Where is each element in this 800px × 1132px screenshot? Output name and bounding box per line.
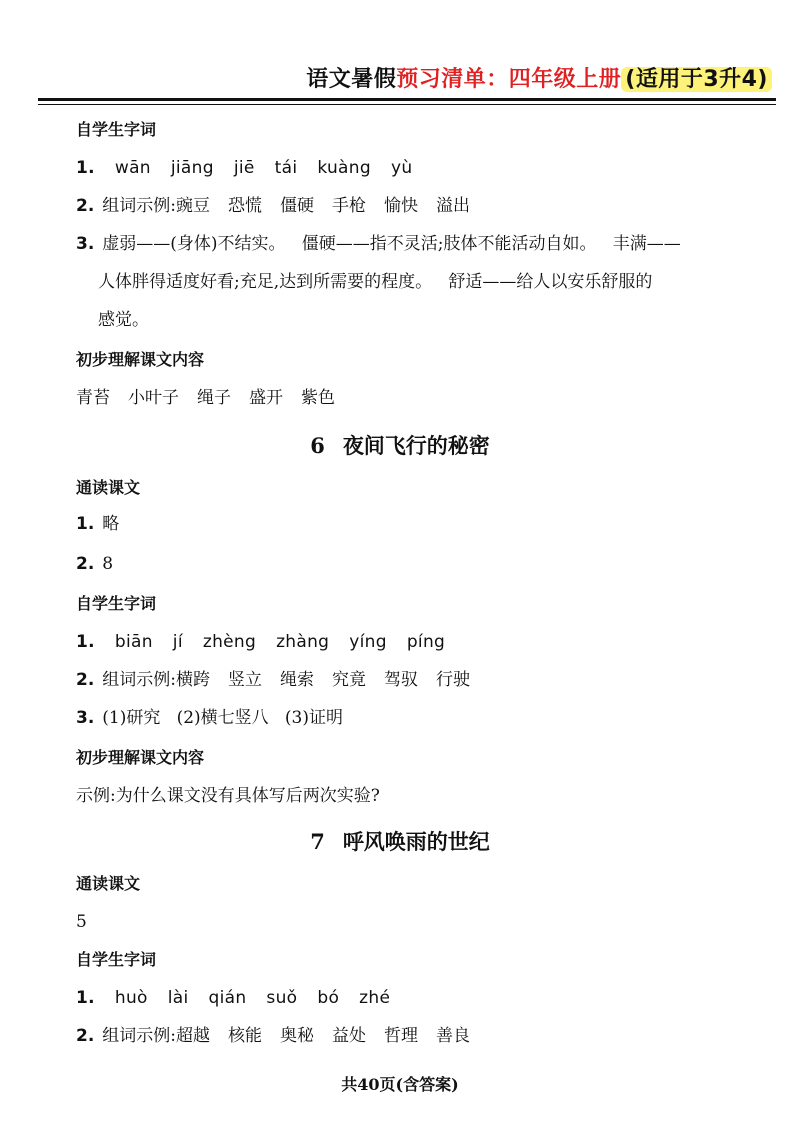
s5-q2-words — [176, 196, 488, 216]
lesson-7-title-text: 呼风唤雨的世纪 — [342, 829, 490, 854]
l6-t2-number: 2. — [76, 554, 95, 574]
l6-q1-number: 1. — [76, 632, 95, 652]
list-item: 驾驭 — [384, 670, 419, 690]
s5-q3-line2: 人体胖得适度好看;充足,达到所需要的程度。 舒适——给人以安乐舒服的 — [98, 272, 653, 292]
list-item: jiāng — [170, 158, 214, 178]
l7-q1 — [76, 986, 430, 1010]
section-label-chubu: 初步理解课文内容 — [76, 350, 205, 369]
list-item: 益处 — [332, 1026, 367, 1046]
list-item: bó — [317, 988, 340, 1008]
list-item: píng — [406, 632, 446, 652]
list-item: yíng — [349, 632, 387, 652]
list-item: 青苔 — [76, 388, 110, 408]
l7-t-text: 5 — [76, 912, 87, 932]
section-label-zixue: 自学生字词 — [76, 120, 157, 139]
l6-t2-text: 8 — [102, 554, 114, 574]
list-item: 溢出 — [436, 196, 471, 216]
header-rule-thin — [38, 104, 776, 105]
l6-section-label-zixue: 自学生字词 — [76, 594, 157, 613]
l6-t1-number: 1. — [76, 514, 95, 534]
s5-q1-pinyin — [115, 158, 433, 178]
list-item: 横跨 — [176, 670, 211, 690]
list-item: kuàng — [317, 158, 371, 178]
header-title-part2: 预习清单：四年级上册 — [396, 67, 622, 92]
s5-q3-line3: 感觉。 — [98, 310, 149, 330]
l6-q3 — [76, 706, 343, 730]
l6-q2-number: 2. — [76, 670, 95, 690]
l6-q2-words — [176, 670, 488, 690]
list-item: 愉快 — [384, 196, 419, 216]
list-item: 核能 — [228, 1026, 263, 1046]
s5-q1-number: 1. — [76, 158, 95, 178]
list-item: 小叶子 — [128, 388, 179, 408]
list-item: suǒ — [266, 988, 298, 1008]
header-grade-badge: (适用于3升4) — [621, 67, 772, 92]
list-item: 绳子 — [197, 388, 231, 408]
l6-q1 — [76, 630, 485, 654]
list-item: jí — [172, 632, 183, 652]
list-item: tái — [274, 158, 298, 178]
l7-q2-number: 2. — [76, 1026, 95, 1046]
l6-q2 — [76, 668, 488, 692]
l6-t1 — [76, 512, 119, 536]
s5-q3-line1 — [76, 232, 681, 256]
l6-section-label-chubu: 初步理解课文内容 — [76, 748, 205, 767]
list-item: 善良 — [436, 1026, 471, 1046]
list-item: 豌豆 — [176, 196, 211, 216]
list-item: zhèng — [202, 632, 257, 652]
list-item: 恐慌 — [228, 196, 263, 216]
l6-section-label-tongdu: 通读课文 — [76, 478, 141, 497]
list-item: lài — [167, 988, 189, 1008]
list-item: qián — [208, 988, 247, 1008]
l7-section-label-zixue: 自学生字词 — [76, 950, 157, 969]
s5-q2-prefix: 组词示例: — [102, 196, 177, 216]
list-item: 奥秘 — [280, 1026, 315, 1046]
header-rule-thick — [38, 98, 776, 101]
list-item: 超越 — [176, 1026, 211, 1046]
l7-q2 — [76, 1024, 488, 1048]
l7-q2-prefix: 组词示例: — [102, 1026, 177, 1046]
s5-q3-number: 3. — [76, 234, 95, 254]
l6-q3-text: (1)研究 (2)横七竖八 (3)证明 — [102, 708, 343, 728]
list-item: biān — [114, 632, 153, 652]
list-item: 紫色 — [301, 388, 335, 408]
list-item: huò — [114, 988, 148, 1008]
list-item: 僵硬 — [280, 196, 315, 216]
s5-q3-text-1: 虚弱——(身体)不结实。 僵硬——指不灵活;肢体不能活动自如。 丰满—— — [102, 234, 681, 254]
list-item: zhàng — [276, 632, 330, 652]
list-item: 竖立 — [228, 670, 263, 690]
l7-section-label-tongdu: 通读课文 — [76, 874, 141, 893]
list-item: 盛开 — [249, 388, 283, 408]
l7-q1-pinyin — [115, 988, 410, 1008]
l6-q2-prefix: 组词示例: — [102, 670, 177, 690]
list-item: yù — [390, 158, 413, 178]
l6-q1-pinyin — [115, 632, 465, 652]
s5-q1 — [76, 156, 452, 180]
lesson-6-title-text: 夜间飞行的秘密 — [342, 433, 490, 458]
l6-t2 — [76, 552, 113, 576]
list-item: 绳索 — [280, 670, 315, 690]
l7-q1-number: 1. — [76, 988, 95, 1008]
header-title-part1: 语文暑假 — [306, 67, 397, 92]
l6-chubu-text: 示例:为什么课文没有具体写后两次实验? — [76, 786, 380, 806]
l7-q2-words — [176, 1026, 488, 1046]
lesson-6-title — [0, 430, 800, 460]
s5-q2 — [76, 194, 488, 218]
list-item: 手枪 — [332, 196, 367, 216]
list-item: 行驶 — [436, 670, 471, 690]
page-footer: 共40页(含答案) — [341, 1075, 459, 1094]
list-item: 究竟 — [332, 670, 367, 690]
list-item: 哲理 — [384, 1026, 419, 1046]
s5-q2-number: 2. — [76, 196, 95, 216]
lesson-7-number: 7 — [310, 829, 325, 854]
list-item: zhé — [359, 988, 391, 1008]
list-item: wān — [114, 158, 151, 178]
document-header — [306, 62, 772, 93]
lesson-7-title — [0, 826, 800, 856]
lesson-6-number: 6 — [310, 433, 325, 458]
l6-t1-text: 略 — [102, 514, 120, 534]
l6-q3-number: 3. — [76, 708, 95, 728]
list-item: jiē — [233, 158, 255, 178]
s5-chubu-words — [76, 386, 353, 410]
